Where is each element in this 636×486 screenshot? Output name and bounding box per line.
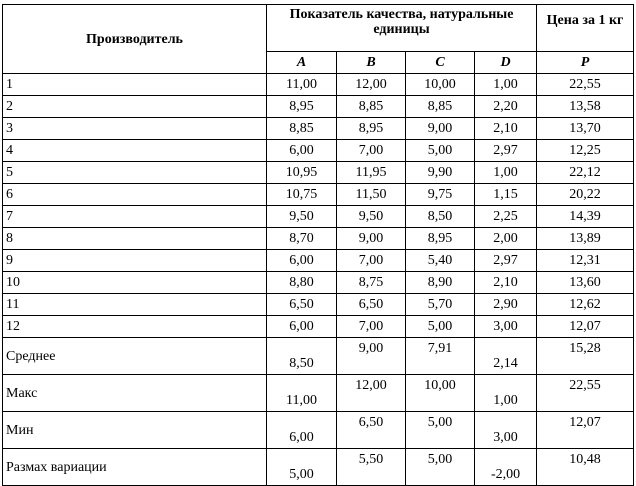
value-cell: 20,22 [537, 184, 634, 206]
value-cell: 12,31 [537, 250, 634, 272]
table-row [3, 96, 634, 118]
value-cell: 5,00 [406, 316, 475, 338]
summary-value-cell: -2,00 [475, 449, 537, 486]
summary-value-cell: 3,00 [475, 412, 537, 449]
value-cell: 12,62 [537, 294, 634, 316]
col-c-header: C [406, 52, 475, 74]
table-row [3, 272, 634, 294]
value-cell: 2,10 [475, 118, 537, 140]
value-cell: 13,70 [537, 118, 634, 140]
value-cell: 2,10 [475, 272, 537, 294]
summary-row [3, 375, 634, 412]
value-cell: 11,50 [337, 184, 406, 206]
value-cell: 7,00 [337, 250, 406, 272]
producer-cell: 9 [3, 250, 267, 272]
producer-cell: 2 [3, 96, 267, 118]
table-row [3, 74, 634, 96]
value-cell: 5,00 [406, 140, 475, 162]
value-cell: 8,50 [406, 206, 475, 228]
summary-label: Размах вариации [3, 449, 267, 486]
summary-value-cell: 10,00 [406, 375, 475, 412]
value-cell: 6,00 [267, 250, 337, 272]
value-cell: 13,58 [537, 96, 634, 118]
summary-value-cell: 9,00 [337, 338, 406, 375]
col-d-header: D [475, 52, 537, 74]
value-cell: 6,50 [267, 294, 337, 316]
price-header: Цена за 1 кг [537, 5, 634, 52]
value-cell: 10,00 [406, 74, 475, 96]
value-cell: 6,50 [337, 294, 406, 316]
summary-value-cell: 8,50 [267, 338, 337, 375]
quality-header: Показатель качества, натуральные единицы [267, 5, 537, 52]
value-cell: 2,25 [475, 206, 537, 228]
value-cell: 11,95 [337, 162, 406, 184]
producer-cell: 3 [3, 118, 267, 140]
producer-cell: 6 [3, 184, 267, 206]
value-cell: 7,00 [337, 140, 406, 162]
col-a-header: A [267, 52, 337, 74]
value-cell: 14,39 [537, 206, 634, 228]
table-row [3, 118, 634, 140]
value-cell: 22,55 [537, 74, 634, 96]
table-row [3, 206, 634, 228]
value-cell: 5,70 [406, 294, 475, 316]
col-b-header: B [337, 52, 406, 74]
value-cell: 1,15 [475, 184, 537, 206]
summary-value-cell: 5,00 [406, 412, 475, 449]
table-row [3, 250, 634, 272]
value-cell: 12,00 [337, 74, 406, 96]
value-cell: 3,00 [475, 316, 537, 338]
summary-label: Мин [3, 412, 267, 449]
header-row [3, 5, 634, 52]
value-cell: 8,95 [267, 96, 337, 118]
value-cell: 8,85 [267, 118, 337, 140]
value-cell: 5,40 [406, 250, 475, 272]
summary-row [3, 412, 634, 449]
summary-value-cell: 11,00 [267, 375, 337, 412]
producer-cell: 4 [3, 140, 267, 162]
value-cell: 10,95 [267, 162, 337, 184]
summary-value-cell: 5,50 [337, 449, 406, 486]
value-cell: 8,85 [406, 96, 475, 118]
value-cell: 22,12 [537, 162, 634, 184]
value-cell: 10,75 [267, 184, 337, 206]
value-cell: 7,00 [337, 316, 406, 338]
value-cell: 11,00 [267, 74, 337, 96]
value-cell: 9,50 [337, 206, 406, 228]
summary-row [3, 338, 634, 375]
value-cell: 8,95 [406, 228, 475, 250]
summary-value-cell: 22,55 [537, 375, 634, 412]
value-cell: 9,00 [337, 228, 406, 250]
producer-cell: 12 [3, 316, 267, 338]
value-cell: 6,00 [267, 140, 337, 162]
value-cell: 8,90 [406, 272, 475, 294]
data-table [2, 4, 634, 486]
value-cell: 13,60 [537, 272, 634, 294]
table-row [3, 140, 634, 162]
summary-value-cell: 1,00 [475, 375, 537, 412]
table-row [3, 162, 634, 184]
summary-value-cell: 10,48 [537, 449, 634, 486]
table-row [3, 184, 634, 206]
value-cell: 1,00 [475, 162, 537, 184]
summary-value-cell: 5,00 [406, 449, 475, 486]
table-row [3, 294, 634, 316]
value-cell: 8,80 [267, 272, 337, 294]
producer-cell: 7 [3, 206, 267, 228]
producer-cell: 8 [3, 228, 267, 250]
value-cell: 2,97 [475, 250, 537, 272]
summary-value-cell: 12,00 [337, 375, 406, 412]
producer-cell: 10 [3, 272, 267, 294]
value-cell: 2,20 [475, 96, 537, 118]
producer-cell: 11 [3, 294, 267, 316]
value-cell: 1,00 [475, 74, 537, 96]
value-cell: 8,95 [337, 118, 406, 140]
value-cell: 2,00 [475, 228, 537, 250]
value-cell: 9,50 [267, 206, 337, 228]
value-cell: 8,85 [337, 96, 406, 118]
summary-value-cell: 6,50 [337, 412, 406, 449]
value-cell: 2,90 [475, 294, 537, 316]
value-cell: 9,90 [406, 162, 475, 184]
value-cell: 8,75 [337, 272, 406, 294]
summary-value-cell: 12,07 [537, 412, 634, 449]
summary-value-cell: 7,91 [406, 338, 475, 375]
value-cell: 6,00 [267, 316, 337, 338]
summary-value-cell: 2,14 [475, 338, 537, 375]
table-row [3, 228, 634, 250]
producer-cell: 1 [3, 74, 267, 96]
summary-label: Среднее [3, 338, 267, 375]
value-cell: 8,70 [267, 228, 337, 250]
summary-value-cell: 15,28 [537, 338, 634, 375]
summary-value-cell: 5,00 [267, 449, 337, 486]
summary-label: Макс [3, 375, 267, 412]
table-row [3, 316, 634, 338]
producer-cell: 5 [3, 162, 267, 184]
value-cell: 12,07 [537, 316, 634, 338]
value-cell: 2,97 [475, 140, 537, 162]
value-cell: 9,00 [406, 118, 475, 140]
value-cell: 12,25 [537, 140, 634, 162]
summary-value-cell: 6,00 [267, 412, 337, 449]
col-p-header: P [537, 52, 634, 74]
value-cell: 13,89 [537, 228, 634, 250]
value-cell: 9,75 [406, 184, 475, 206]
producer-header: Производитель [3, 5, 267, 74]
